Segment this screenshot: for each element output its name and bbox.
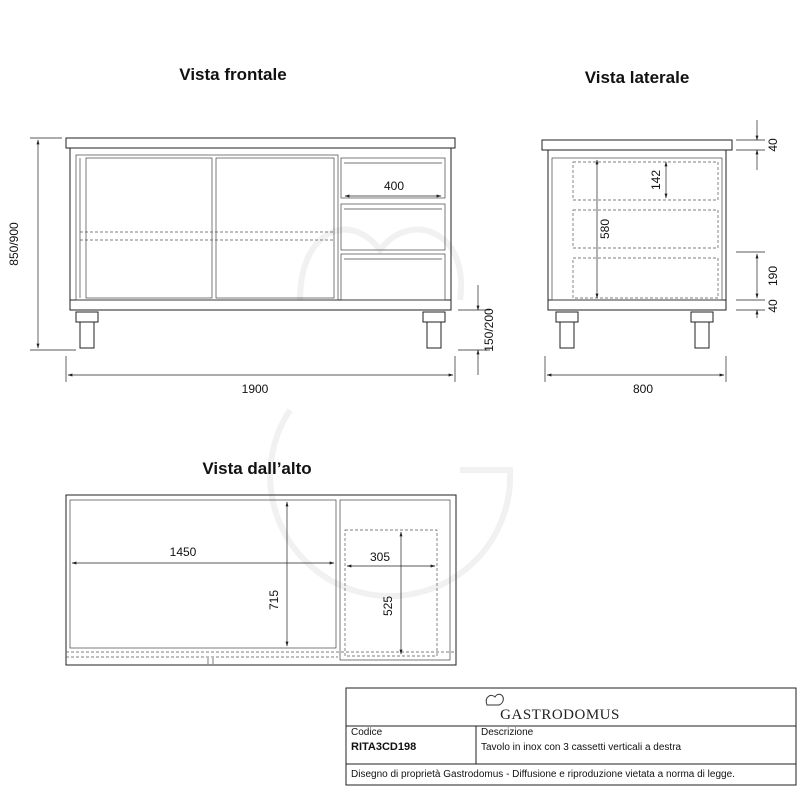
top-1450-label: 1450	[169, 545, 197, 559]
side-drawer-height-label: 142	[649, 169, 663, 191]
chef-hat-icon	[486, 694, 503, 705]
front-view-drawing	[66, 138, 455, 348]
brand-name: GASTRODOMUS	[500, 707, 620, 723]
side-view-drawing	[542, 140, 732, 348]
descrizione-label: Descrizione	[481, 727, 534, 738]
footer-note: Disegno di proprietà Gastrodomus - Diffusione e riproduzione vietata a norma di legge.	[351, 769, 735, 780]
side-top-label: 40	[766, 138, 780, 152]
top-525-label: 525	[381, 595, 395, 617]
front-height-label: 850/900	[7, 222, 21, 266]
side-depth-label: 580	[598, 218, 612, 240]
front-leg-label: 150/200	[482, 308, 496, 352]
top-715-label: 715	[267, 589, 281, 611]
top-view-title: Vista dall’alto	[202, 459, 312, 478]
codice-label: Codice	[351, 727, 383, 738]
codice-value: RITA3CD198	[351, 741, 417, 753]
front-width-label: 1900	[241, 382, 269, 396]
drawer-width-label: 400	[383, 179, 405, 193]
side-width-label: 800	[632, 382, 654, 396]
side-view-title: Vista laterale	[584, 68, 690, 87]
side-190-label: 190	[766, 265, 780, 287]
top-305-label: 305	[369, 550, 391, 564]
watermark-logo	[270, 230, 510, 596]
descrizione-value: Tavolo in inox con 3 cassetti verticali a destra	[481, 742, 682, 753]
front-view-title: Vista frontale	[179, 65, 287, 84]
side-40b-label: 40	[766, 299, 780, 313]
top-view-drawing	[66, 495, 456, 665]
title-block	[346, 688, 796, 785]
top-dimensions	[72, 502, 435, 654]
